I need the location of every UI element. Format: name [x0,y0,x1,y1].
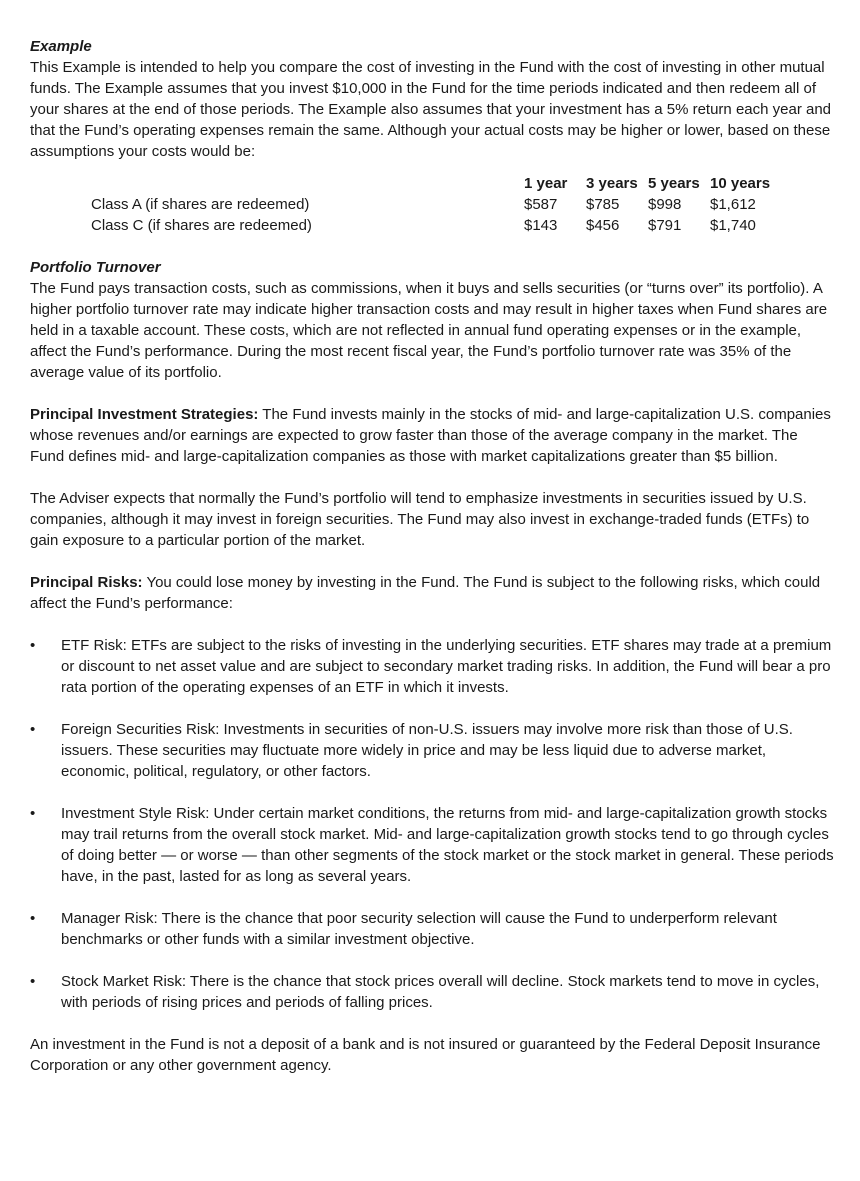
adviser-paragraph: The Adviser expects that normally the Fund’s portfolio will tend to emphasize investments in securities issued by U.S. companies, although it may invest in foreign securities. The Fund may also invest in exchange-traded funds (ETFs) to gain exposure to a particular portion of the market. [30,490,810,549]
table-header-1-year: 1 year [524,175,568,192]
strategies-label: Principal Investment Strategies: [30,406,259,423]
table-cell: $1,612 [710,196,756,213]
cost-example-table [30,173,834,236]
turnover-heading: Portfolio Turnover [30,259,161,276]
table-cell: $998 [648,196,682,213]
table-row [30,194,834,215]
disclaimer-paragraph: An investment in the Fund is not a deposit of a bank and is not insured or guaranteed by the Federal Deposit Insurance Corporation or any other government agency. [30,1036,821,1074]
table-header-3-years: 3 years [586,175,638,192]
table-cell: $587 [524,196,558,213]
risk-text: Investment Style Risk: Under certain market conditions, the returns from mid- and large-capitalization growth stocks may trail returns from the overall stock market. Mid- and large-capitalization growth stocks tend to go through cycles of doing better — or worse — than other segments of the stock market or the stock market in general. These periods have, in the past, lasted for as long as several years. [61,805,834,885]
turnover-body: The Fund pays transaction costs, such as commissions, when it buys and sells securities (or “turns over” its portfolio). A higher portfolio turnover rate may indicate higher transaction costs and may result in higher taxes when Fund shares are held in a taxable account. These costs, which are not reflected in annual fund operating expenses or in the example, affect the Fund’s performance. During the most recent fiscal year, the Fund’s portfolio turnover rate was 35% of the average value of its portfolio. [30,280,828,381]
table-cell: $1,740 [710,217,756,234]
table-cell: $456 [586,217,620,234]
table-cell: $785 [586,196,620,213]
list-item [30,803,834,887]
strategies-body: The Fund invests mainly in the stocks of mid- and large-capitalization U.S. companies whose revenues and/or earnings are expected to grow faster than those of the average company in the market. The Fund defines mid- and large-capitalization companies as those with market capitalizations greater than $5 billion. [30,406,831,465]
list-item [30,719,834,782]
example-body: This Example is intended to help you compare the cost of investing in the Fund with the cost of investing in other mutual funds. The Example assumes that you invest $10,000 in the Fund for the time periods indicated and then redeem all of your shares at the end of those periods. The Example also assumes that your investment has a 5% return each year and that the Fund’s operating expenses remain the same. Although your actual costs may be higher or lower, based on these assumptions your costs would be: [30,59,832,160]
table-header-10-years: 10 years [710,175,771,192]
risk-text: Manager Risk: There is the chance that poor security selection will cause the Fund to underperform relevant benchmarks or other funds with a similar investment objective. [61,910,777,948]
list-item [30,635,834,698]
risk-text: Foreign Securities Risk: Investments in securities of non-U.S. issuers may involve more risk than those of U.S. issuers. These securities may fluctuate more widely in price and may be less liquid due to adverse market, economic, political, regulatory, or other factors. [61,721,793,780]
table-cell: $791 [648,217,682,234]
table-row [30,215,834,236]
risks-label: Principal Risks: [30,574,143,591]
example-heading: Example [30,38,92,55]
table-cell: $143 [524,217,558,234]
bullet-icon: • [30,721,36,738]
bullet-icon: • [30,637,36,654]
list-item [30,971,834,1013]
risks-list [30,635,834,1013]
bullet-icon: • [30,910,36,927]
risks-paragraph [30,572,834,614]
bullet-icon: • [30,805,36,822]
risk-text: ETF Risk: ETFs are subject to the risks of investing in the underlying securities. ETF shares may trade at a premium or discount to net asset value and are subject to secondary market trading risks. In addition, the Fund will bear a pro rata portion of the operating expenses of an ETF in which it invests. [61,637,832,696]
table-header-5-years: 5 years [648,175,700,192]
risks-body: You could lose money by investing in the Fund. The Fund is subject to the following risks, which could affect the Fund’s performance: [30,574,821,612]
table-row-label: Class C (if shares are redeemed) [91,217,312,234]
strategies-paragraph [30,404,834,467]
bullet-icon: • [30,973,36,990]
table-header-row [30,173,834,194]
table-row-label: Class A (if shares are redeemed) [91,196,310,213]
risk-text: Stock Market Risk: There is the chance that stock prices overall will decline. Stock markets tend to move in cycles, with periods of rising prices and periods of falling prices. [61,973,820,1011]
list-item [30,908,834,950]
